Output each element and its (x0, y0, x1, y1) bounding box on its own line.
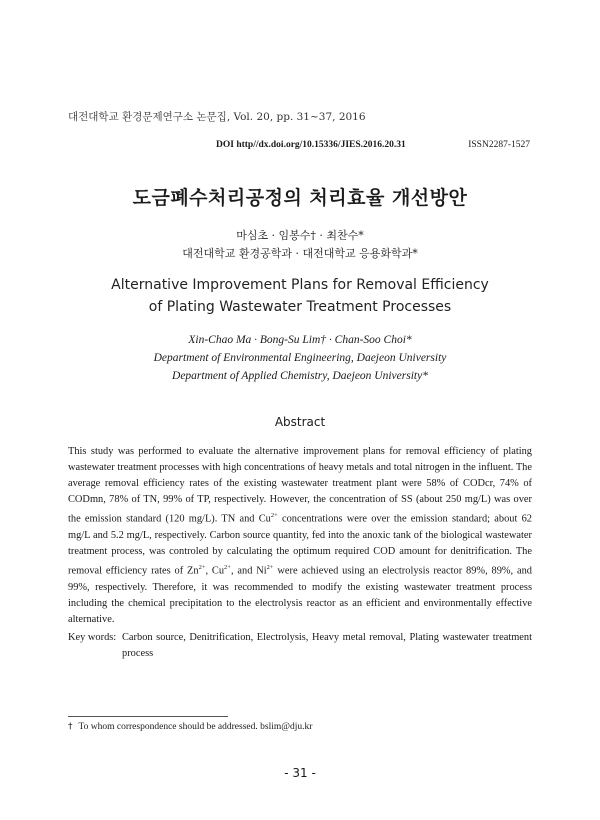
footnote-text: To whom correspondence should be addressed. bslim@dju.kr (78, 722, 313, 732)
keywords-text: Carbon source, Denitrification, Electrolysis, Heavy metal removal, Plating wastewater treatment process (122, 632, 532, 659)
doi-line (68, 140, 532, 154)
abstract-body (68, 444, 532, 628)
doi: DOI http//dx.doi.org/10.15336/JIES.2016.20.31 (216, 140, 406, 150)
affiliation-english-1: Department of Environmental Engineering, Daejeon University (153, 352, 447, 364)
keywords (68, 630, 532, 662)
page-number: - 31 - (284, 766, 316, 780)
issn: ISSN2287-1527 (468, 140, 530, 150)
abstract-sup-2: 2+ (198, 564, 206, 572)
paper-title-korean: 도금폐수처리공정의 처리효율 개선방안 (132, 187, 468, 209)
footnote (68, 722, 312, 732)
affiliation-english-2: Department of Applied Chemistry, Daejeon University* (172, 370, 428, 382)
authors-english: Xin-Chao Ma · Bong-Su Lim† · Chan-Soo Choi* (188, 334, 412, 346)
abstract-text-1: This study was performed to evaluate the alternative improvement plans for removal efficiency of plating wastewater treatment processes with high concentrations of heavy metals and total nitrogen in the influent. The average removal efficiency rates of the existing wastewater treatment plant were 58% of CODcr, 74% of CODmn, 78% of TN, 99% of TP, respectively. However, the concentration of SS (about 250 mg/L) was over the emission standard (120 mg/L). TN and Cu (68, 446, 532, 525)
affiliations-korean: 대전대학교 환경공학과 · 대전대학교 응용화학과* (182, 247, 418, 260)
dagger-marker: † (68, 722, 73, 732)
paper-title-english-line1: Alternative Improvement Plans for Removal Efficiency (111, 277, 489, 293)
abstract-sup-1: 2+ (270, 512, 278, 520)
paper-title-english (0, 274, 600, 318)
abstract-heading: Abstract (274, 415, 326, 429)
authors-korean: 마심초 · 임봉수† · 최찬수* (236, 229, 364, 242)
abstract-sup-3: 2+ (224, 564, 231, 572)
footnote-divider (68, 716, 228, 717)
abstract-text-2: concentrations were over the emission standard; about 62 mg/L and 5.2 mg/L, respectively. Carbon source quantity, fed into the anoxic tank of the biological wastewater treatment process, was controled by calculating the optimum required COD amount for denitrification. The removal efficiency rates of Zn (68, 513, 532, 577)
abstract-sup-4: 2+ (266, 564, 274, 572)
keywords-label: Key words: (68, 632, 117, 643)
journal-citation: 대전대학교 환경문제연구소 논문집, Vol. 20, pp. 31~37, 2016 (68, 111, 366, 123)
abstract-text-4: , and Ni (230, 565, 267, 577)
abstract-text-5: were achieved using an electrolysis reactor 89%, 89%, and 99%, respectively. Therefore, it was recommended to modify the existing wastewater treatment process including the chemical precipitation to the electrolysis reactor as an efficient and environmentally effective alternative. (68, 565, 532, 625)
paper-title-english-line2: of Plating Wastewater Treatment Processes (148, 299, 452, 315)
abstract-text-3: , Cu (205, 565, 225, 577)
